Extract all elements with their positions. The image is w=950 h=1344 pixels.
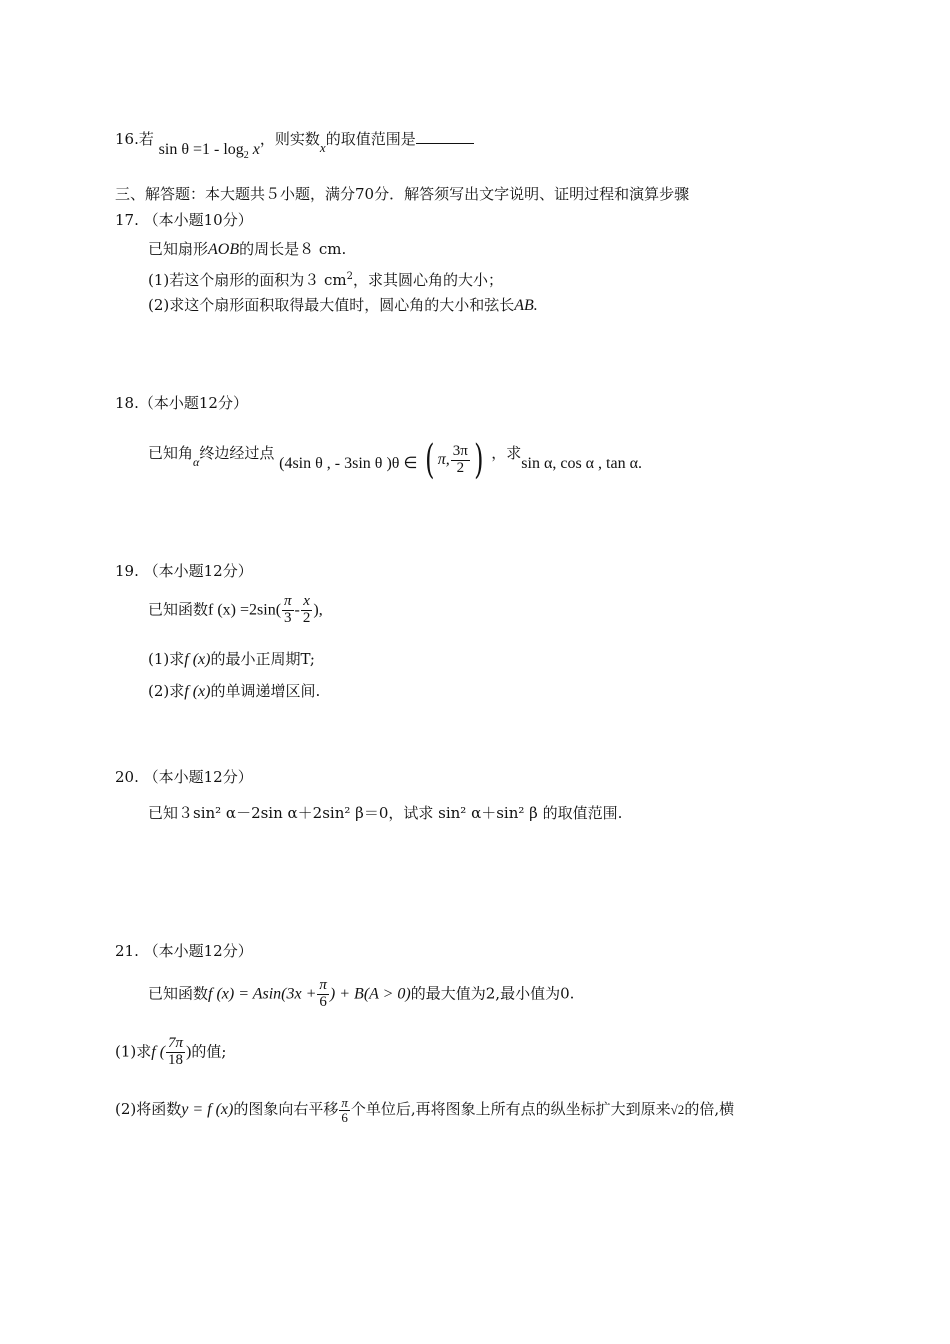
q17-line1: 已知扇形AOB的周长是８ cm. bbox=[148, 240, 347, 258]
q16-number: 16. bbox=[115, 130, 139, 148]
q19-line2: (1)求f (x)的最小正周期T; bbox=[148, 650, 315, 668]
q21-line2: (1)求f ( $\frac{7\pi}{18}$ )的值; bbox=[115, 1035, 227, 1068]
q19-line1: 已知函数f (x) =2sin( $\frac{\pi}{3}$ - $\frac{x}{2}$ ), bbox=[148, 593, 323, 626]
q18-heading: 18.（本小题12分） bbox=[115, 394, 248, 412]
q16-mid: ，则实数 bbox=[259, 130, 320, 148]
question-16 bbox=[115, 128, 474, 162]
q21-line3: (2)将函数y = f (x)的图象向右平移 $\frac{\pi}{6}$ 个单位后,再将图象上所有点的纵坐标扩大到原来√2的倍,横 bbox=[115, 1095, 735, 1125]
q20-heading: 20. （本小题12分） bbox=[115, 768, 253, 786]
q17-heading: 17. （本小题10分） bbox=[115, 211, 253, 229]
q18-line1: 已知角α终边经过点 (4sin θ , - 3sin θ )θ ∈ ( π, $\frac{3\pi}{2}$ ) ，求sin α, cos α , tan α. bbox=[148, 437, 642, 483]
q21-heading: 21. （本小题12分） bbox=[115, 942, 253, 960]
q17-line2: (1)若这个扇形的面积为３ $cm^2$，求其圆心角的大小； bbox=[148, 271, 504, 289]
q16-ruo: 若 bbox=[138, 130, 154, 148]
q19-heading: 19. （本小题12分） bbox=[115, 562, 253, 580]
q20-text: 已知３sin² α－2sin α＋2sin² β＝0，试求 sin² α＋sin² β 的取值范围. bbox=[148, 804, 623, 822]
q17-line3: (2)求这个扇形面积取得最大值时，圆心角的大小和弦长AB. bbox=[148, 296, 538, 314]
section-3-heading: 三、解答题：本大题共５小题，满分70分．解答须写出文字说明、证明过程和演算步骤 bbox=[115, 185, 690, 203]
q16-answer-blank bbox=[416, 129, 474, 144]
q16-equation: $\sin \theta =1 - \log_2 x$ bbox=[158, 141, 260, 162]
q21-line1: 已知函数f (x) = Asin(3x + $\frac{\pi}{6}$ ) + B(A > 0)的最大值为2,最小值为0. bbox=[148, 977, 575, 1010]
q16-var: x bbox=[319, 140, 326, 155]
q16-tail: 的取值范围是 bbox=[325, 130, 416, 148]
q19-line3: (2)求f (x)的单调递增区间. bbox=[148, 682, 321, 700]
